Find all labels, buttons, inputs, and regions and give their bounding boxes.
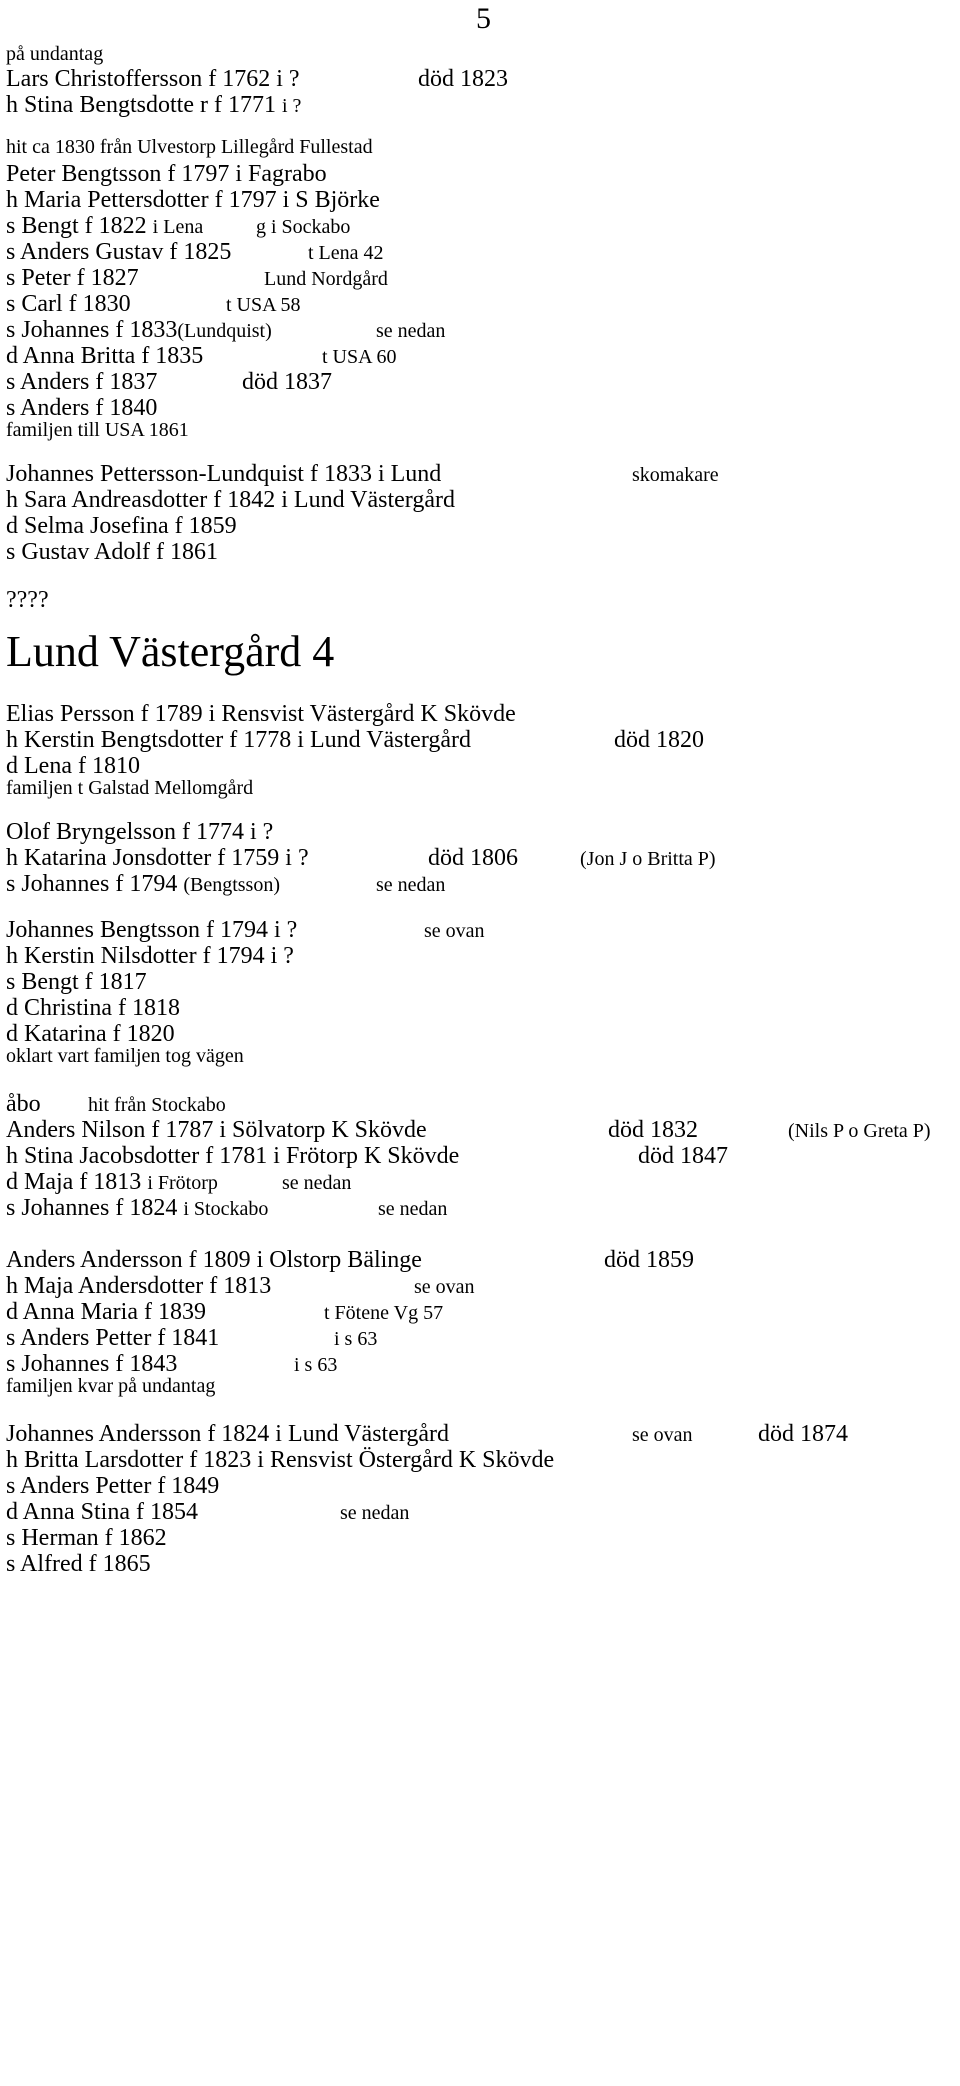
person-entry: h Stina Jacobsdotter f 1781 i Frötorp K Skövde xyxy=(6,1143,460,1169)
text-line xyxy=(6,871,446,897)
person-entry: s Johannes f 1843 xyxy=(6,1351,178,1377)
text-line xyxy=(6,1143,728,1169)
text-line xyxy=(6,1351,338,1377)
text-line: s Alfred f 1865 xyxy=(6,1551,151,1577)
person-entry: Anders Andersson f 1809 i Olstorp Bälinge xyxy=(6,1247,422,1273)
text-line xyxy=(6,1499,410,1525)
place-note: t Fötene Vg 57 xyxy=(324,1302,444,1324)
person-entry: s Anders Petter f 1841 xyxy=(6,1325,220,1351)
section-note: familjen kvar på undantag xyxy=(6,1375,216,1397)
page-ref: i s 63 xyxy=(294,1354,338,1376)
person-entry: h Stina Bengtsdotte r f 1771 xyxy=(6,92,276,118)
cross-ref: se ovan xyxy=(414,1276,475,1298)
person-entry: s Anders Gustav f 1825 xyxy=(6,239,232,265)
cross-ref: se ovan xyxy=(632,1424,693,1446)
text-line xyxy=(6,343,397,369)
text-line xyxy=(6,239,384,265)
person-entry: d Anna Britta f 1835 xyxy=(6,343,204,369)
person-entry: s Peter f 1827 xyxy=(6,265,139,291)
text-line: h Kerstin Nilsdotter f 1794 i ? xyxy=(6,943,294,969)
text-line xyxy=(6,66,508,92)
text-line xyxy=(6,917,485,943)
page-ref: i s 63 xyxy=(334,1328,378,1350)
cross-ref: se nedan xyxy=(282,1172,352,1194)
text-line: s Anders Petter f 1849 xyxy=(6,1473,220,1499)
person-entry: s Bengt f 1822 xyxy=(6,213,147,239)
text-line xyxy=(6,1325,378,1351)
section-note: familjen till USA 1861 xyxy=(6,419,189,441)
surname-note: (Lundquist) xyxy=(177,320,272,342)
page-title: Lund Västergård 4 xyxy=(6,627,335,676)
person-entry: s Johannes f 1794 xyxy=(6,871,178,897)
text-line xyxy=(6,317,446,343)
person-entry: Johannes Pettersson-Lundquist f 1833 i Lund xyxy=(6,461,442,487)
person-entry: Anders Nilson f 1787 i Sölvatorp K Skövde xyxy=(6,1117,427,1143)
person-entry: s Johannes f 1824 xyxy=(6,1195,178,1221)
text-line: Elias Persson f 1789 i Rensvist Västergård K Skövde xyxy=(6,701,516,727)
death-note: död 1806 xyxy=(428,845,518,871)
cross-ref: se ovan xyxy=(424,920,485,942)
place-note: i Frötorp xyxy=(147,1172,218,1194)
text-line: ???? xyxy=(6,587,49,613)
death-note: död 1874 xyxy=(758,1421,848,1447)
person-entry: Lars Christoffersson f 1762 i ? xyxy=(6,66,300,92)
text-line xyxy=(6,1247,694,1273)
text-line xyxy=(6,369,332,395)
person-entry: s Carl f 1830 xyxy=(6,291,131,317)
death-note: död 1823 xyxy=(418,66,508,92)
text-line: s Herman f 1862 xyxy=(6,1525,167,1551)
text-line xyxy=(6,1195,448,1221)
place-note: t USA 60 xyxy=(322,346,397,368)
text-line xyxy=(6,845,716,871)
text-line: d Lena f 1810 xyxy=(6,753,140,779)
text-line xyxy=(6,291,301,317)
text-line xyxy=(6,461,719,487)
role-label: åbo xyxy=(6,1091,41,1117)
place-note: i Stockabo xyxy=(183,1198,269,1220)
text-line xyxy=(6,1299,444,1325)
death-note: död 1832 xyxy=(608,1117,698,1143)
text-line: h Maria Pettersdotter f 1797 i S Björke xyxy=(6,187,380,213)
place-note: t USA 58 xyxy=(226,294,301,316)
place-note: Lund Nordgård xyxy=(264,268,388,290)
cross-ref: se nedan xyxy=(340,1502,410,1524)
text-line: d Selma Josefina f 1859 xyxy=(6,513,237,539)
place-note: t Lena 42 xyxy=(308,242,384,264)
section-note: på undantag xyxy=(6,43,104,65)
death-note: död 1837 xyxy=(242,369,332,395)
parents-note: (Jon J o Britta P) xyxy=(580,848,716,870)
text-line xyxy=(6,1169,352,1195)
person-entry: d Anna Stina f 1854 xyxy=(6,1499,198,1525)
place-note: i Lena xyxy=(152,216,204,238)
text-line: d Christina f 1818 xyxy=(6,995,180,1021)
section-note: familjen t Galstad Mellomgård xyxy=(6,777,254,799)
occupation-note: skomakare xyxy=(632,464,719,486)
person-entry: d Anna Maria f 1839 xyxy=(6,1299,206,1325)
place-note: g i Sockabo xyxy=(256,216,351,238)
person-entry: s Anders f 1837 xyxy=(6,369,158,395)
section-note: hit ca 1830 från Ulvestorp Lillegård Fullestad xyxy=(6,136,373,158)
text-line xyxy=(6,727,704,753)
text-line: h Sara Andreasdotter f 1842 i Lund Västergård xyxy=(6,487,456,513)
death-note: död 1820 xyxy=(614,727,704,753)
text-line xyxy=(6,93,301,117)
death-note: död 1859 xyxy=(604,1247,694,1273)
cross-ref: se nedan xyxy=(376,874,446,896)
person-entry: h Katarina Jonsdotter f 1759 i ? xyxy=(6,845,309,871)
text-line: h Britta Larsdotter f 1823 i Rensvist Östergård K Skövde xyxy=(6,1447,555,1473)
text-line: s Bengt f 1817 xyxy=(6,969,147,995)
person-entry: d Maja f 1813 xyxy=(6,1169,142,1195)
text-line: Peter Bengtsson f 1797 i Fagrabo xyxy=(6,161,327,187)
place-note: i ? xyxy=(281,95,302,117)
person-entry: h Kerstin Bengtsdotter f 1778 i Lund Västergård xyxy=(6,727,472,753)
death-note: död 1847 xyxy=(638,1143,728,1169)
section-note: hit från Stockabo xyxy=(88,1094,226,1116)
text-line xyxy=(6,265,388,291)
text-line xyxy=(6,1421,848,1447)
text-line: s Anders f 1840 xyxy=(6,395,158,421)
parents-note: (Nils P o Greta P) xyxy=(788,1120,931,1142)
surname-note: (Bengtsson) xyxy=(183,874,280,896)
cross-ref: se nedan xyxy=(376,320,446,342)
section-note: oklart vart familjen tog vägen xyxy=(6,1045,244,1067)
page-number: 5 xyxy=(476,2,491,35)
text-line: Olof Bryngelsson f 1774 i ? xyxy=(6,819,274,845)
text-line: d Katarina f 1820 xyxy=(6,1021,175,1047)
text-line: s Gustav Adolf f 1861 xyxy=(6,539,218,565)
text-line xyxy=(6,1091,226,1117)
person-entry: Johannes Andersson f 1824 i Lund Västergård xyxy=(6,1421,450,1447)
person-entry: Johannes Bengtsson f 1794 i ? xyxy=(6,917,298,943)
cross-ref: se nedan xyxy=(378,1198,448,1220)
person-entry: h Maja Andersdotter f 1813 xyxy=(6,1273,272,1299)
text-line xyxy=(6,1273,475,1299)
person-entry: s Johannes f 1833 xyxy=(6,317,178,343)
text-line xyxy=(6,213,351,239)
text-line xyxy=(6,1117,931,1143)
